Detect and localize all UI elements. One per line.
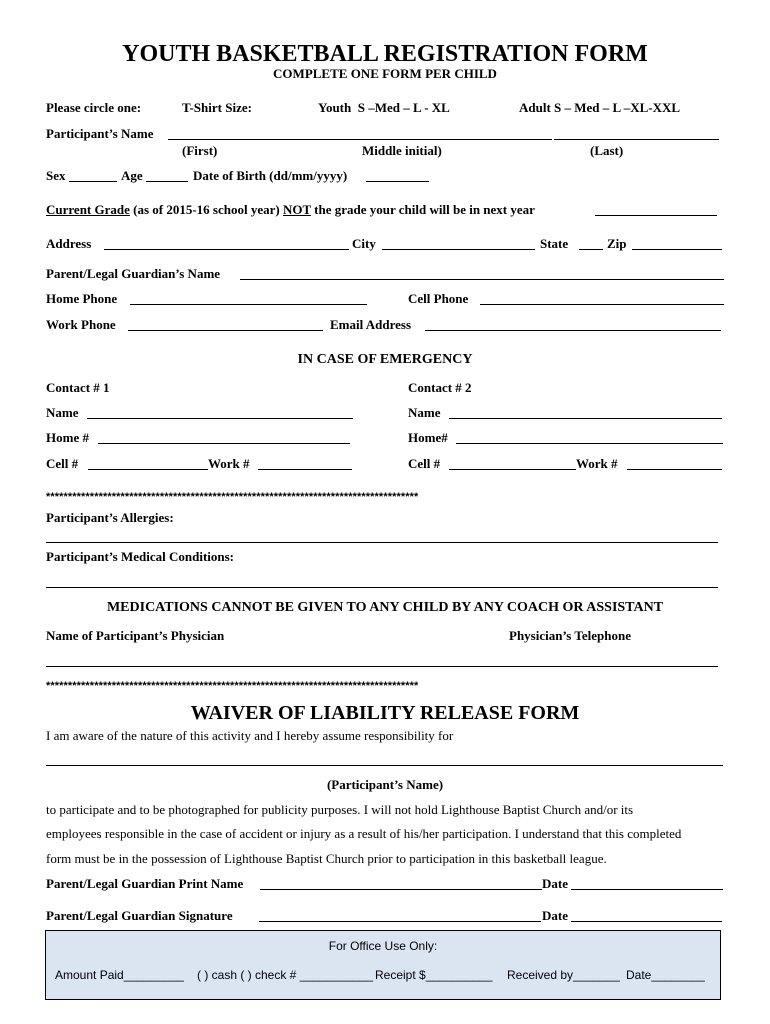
address-field[interactable] bbox=[104, 249, 349, 250]
work-phone-field[interactable] bbox=[128, 330, 323, 331]
home-phone-label: Home Phone bbox=[46, 291, 118, 306]
age-label: Age bbox=[121, 168, 143, 183]
current-grade-field[interactable] bbox=[595, 215, 717, 216]
grade-year-text: (as of 2015-16 school year) bbox=[129, 202, 283, 217]
first-middle-name-field[interactable] bbox=[168, 139, 552, 140]
waiver-line-1: I am aware of the nature of this activity and I hereby assume responsibility for bbox=[46, 728, 454, 743]
contact1-work-label: Work # bbox=[208, 456, 250, 471]
waiver-participant-name-label: (Participant’s Name) bbox=[326, 777, 444, 792]
city-label: City bbox=[352, 236, 376, 251]
state-field[interactable] bbox=[579, 249, 603, 250]
adult-sizes[interactable]: Adult S – Med – L –XL-XXL bbox=[519, 100, 681, 115]
office-use-heading: For Office Use Only: bbox=[328, 939, 438, 953]
print-name-label: Parent/Legal Guardian Print Name bbox=[46, 876, 244, 891]
guardian-name-field[interactable] bbox=[240, 279, 724, 280]
waiver-line-4: form must be in the possession of Lighthouse Baptist Church prior to participation in this basketball league. bbox=[46, 851, 607, 866]
medical-conditions-field[interactable] bbox=[46, 587, 718, 588]
state-label: State bbox=[540, 236, 569, 251]
physician-field[interactable] bbox=[46, 666, 718, 667]
participant-name-label: Participant’s Name bbox=[46, 126, 154, 141]
allergies-label: Participant’s Allergies: bbox=[46, 510, 174, 525]
print-name-field[interactable] bbox=[260, 889, 542, 890]
allergies-field[interactable] bbox=[46, 542, 718, 543]
contact1-cell-field[interactable] bbox=[88, 469, 208, 470]
current-grade-text: Current Grade bbox=[46, 202, 130, 217]
tshirt-size-label: T-Shirt Size: bbox=[182, 100, 252, 115]
separator-2: ************************************************************************************* bbox=[46, 680, 419, 692]
contact2-cell-field[interactable] bbox=[449, 469, 576, 470]
signature-date-field[interactable] bbox=[571, 921, 722, 922]
contact1-label: Contact # 1 bbox=[46, 380, 110, 395]
contact2-cell-label: Cell # bbox=[408, 456, 441, 471]
contact1-home-label: Home # bbox=[46, 430, 89, 445]
circle-one-label: Please circle one: bbox=[46, 100, 142, 115]
signature-date-label: Date bbox=[542, 908, 568, 923]
cell-phone-field[interactable] bbox=[480, 304, 724, 305]
dob-field[interactable] bbox=[366, 181, 429, 182]
sex-field[interactable] bbox=[69, 181, 117, 182]
guardian-name-label: Parent/Legal Guardian’s Name bbox=[46, 266, 221, 281]
grade-end-text: the grade your child will be in next year bbox=[310, 202, 535, 217]
cell-phone-label: Cell Phone bbox=[408, 291, 469, 306]
contact2-home-label: Home# bbox=[408, 430, 448, 445]
receipt-field[interactable]: Receipt $__________ bbox=[375, 968, 493, 982]
signature-label: Parent/Legal Guardian Signature bbox=[46, 908, 233, 923]
office-date-field[interactable]: Date________ bbox=[626, 968, 705, 982]
office-use-box bbox=[45, 930, 721, 1000]
zip-label: Zip bbox=[607, 236, 627, 251]
youth-sizes[interactable]: Youth S –Med – L - XL bbox=[318, 100, 450, 115]
waiver-line-3: employees responsible in the case of accident or injury as a result of his/her participation. I understand that this completed bbox=[46, 826, 682, 841]
contact1-home-field[interactable] bbox=[98, 443, 350, 444]
signature-field[interactable] bbox=[259, 921, 541, 922]
contact1-name-label: Name bbox=[46, 405, 79, 420]
form-title: YOUTH BASKETBALL REGISTRATION FORM bbox=[122, 41, 648, 67]
waiver-title: WAIVER OF LIABILITY RELEASE FORM bbox=[190, 702, 580, 724]
work-phone-label: Work Phone bbox=[46, 317, 116, 332]
print-date-field[interactable] bbox=[571, 889, 723, 890]
emergency-heading: IN CASE OF EMERGENCY bbox=[297, 352, 473, 367]
contact2-label: Contact # 2 bbox=[408, 380, 472, 395]
contact2-work-label: Work # bbox=[576, 456, 618, 471]
contact1-work-field[interactable] bbox=[258, 469, 352, 470]
print-date-label: Date bbox=[542, 876, 568, 891]
city-field[interactable] bbox=[382, 249, 535, 250]
not-text: NOT bbox=[282, 202, 311, 217]
medical-conditions-label: Participant’s Medical Conditions: bbox=[46, 549, 235, 564]
email-label: Email Address bbox=[330, 317, 412, 332]
sex-label: Sex bbox=[46, 168, 66, 183]
physician-name-label: Name of Participant’s Physician bbox=[46, 628, 225, 643]
waiver-line-2: to participate and to be photographed for publicity purposes. I will not hold Lighthouse Baptist Church and/or its bbox=[46, 802, 634, 817]
zip-field[interactable] bbox=[632, 249, 722, 250]
contact2-home-field[interactable] bbox=[456, 443, 723, 444]
dob-label: Date of Birth (dd/mm/yyyy) bbox=[193, 168, 348, 183]
contact1-cell-label: Cell # bbox=[46, 456, 79, 471]
home-phone-field[interactable] bbox=[130, 304, 367, 305]
last-name-field[interactable] bbox=[554, 139, 719, 140]
middle-initial-label: Middle initial) bbox=[362, 143, 442, 158]
address-label: Address bbox=[46, 236, 92, 251]
email-field[interactable] bbox=[425, 330, 721, 331]
contact2-name-field[interactable] bbox=[449, 418, 722, 419]
contact2-name-label: Name bbox=[408, 405, 441, 420]
separator-1: ************************************************************************************* bbox=[46, 491, 419, 503]
medications-warning: MEDICATIONS CANNOT BE GIVEN TO ANY CHILD BY ANY COACH OR ASSISTANT bbox=[106, 600, 664, 615]
waiver-participant-name-field[interactable] bbox=[46, 765, 723, 766]
current-grade-label bbox=[46, 202, 535, 218]
form-subtitle: COMPLETE ONE FORM PER CHILD bbox=[273, 66, 497, 81]
contact2-work-field[interactable] bbox=[627, 469, 722, 470]
last-label: (Last) bbox=[590, 143, 624, 158]
contact1-name-field[interactable] bbox=[87, 418, 353, 419]
physician-phone-label: Physician’s Telephone bbox=[509, 628, 631, 643]
received-by-field[interactable]: Received by_______ bbox=[507, 968, 620, 982]
payment-method-field[interactable]: ( ) cash ( ) check # ___________ bbox=[197, 968, 374, 982]
age-field[interactable] bbox=[146, 181, 188, 182]
first-label: (First) bbox=[182, 143, 218, 158]
amount-paid-field[interactable]: Amount Paid_________ bbox=[55, 968, 184, 982]
